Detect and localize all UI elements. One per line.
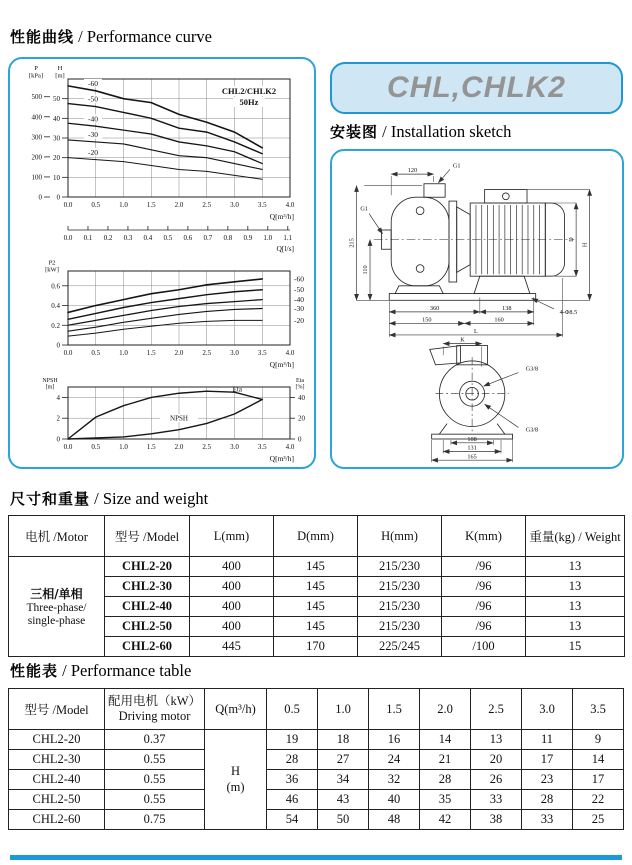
perf-cell-head: 22 [573, 790, 624, 810]
size-cell-W: 13 [526, 557, 625, 577]
perf-header-flow: 3.5 [573, 689, 624, 730]
svg-text:P: P [34, 65, 38, 72]
svg-text:[%]: [%] [295, 384, 305, 391]
svg-text:2.5: 2.5 [202, 443, 212, 451]
perf-cell-head: 43 [318, 790, 369, 810]
svg-text:2.0: 2.0 [174, 201, 184, 209]
svg-text:110: 110 [362, 265, 370, 275]
svg-text:0.2: 0.2 [103, 234, 113, 242]
perf-cell-model: CHL2-30 [9, 750, 105, 770]
perf-cell-head: 28 [420, 770, 471, 790]
perf-header-flow: 2.0 [420, 689, 471, 730]
perf-header-model: 型号 /Model [9, 689, 105, 730]
svg-text:10: 10 [53, 173, 60, 182]
size-header-cell: 电机 /Motor [9, 516, 105, 557]
perf-cell-head: 48 [369, 810, 420, 830]
heading-zh: 尺寸和重量 [10, 490, 91, 508]
size-cell-D: 145 [274, 577, 358, 597]
svg-text:200: 200 [31, 153, 42, 162]
svg-text:4.0: 4.0 [285, 201, 295, 209]
perf-cell-head: 21 [420, 750, 471, 770]
perf-cell-kw: 0.55 [105, 790, 205, 810]
perf-cell-head: 28 [267, 750, 318, 770]
svg-text:L: L [474, 328, 478, 336]
svg-text:1.5: 1.5 [146, 443, 156, 451]
svg-text:-40: -40 [294, 295, 304, 305]
svg-text:[m]: [m] [55, 72, 65, 80]
svg-text:40: 40 [298, 393, 305, 402]
perf-cell-head: 50 [318, 810, 369, 830]
pump-side-view [374, 184, 574, 301]
svg-text:0.3: 0.3 [123, 234, 133, 242]
size-header-cell: 重量(kg) / Weight [526, 516, 625, 557]
svg-text:0.2: 0.2 [51, 321, 60, 330]
size-cell-W: 13 [526, 597, 625, 617]
svg-text:138: 138 [502, 304, 512, 312]
heading-en: / Performance table [58, 661, 192, 680]
svg-text:360: 360 [429, 304, 440, 312]
size-cell-D: 145 [274, 557, 358, 577]
model-badge [330, 62, 623, 114]
size-cell-D: 145 [274, 617, 358, 637]
svg-text:NPSH: NPSH [42, 378, 58, 384]
svg-text:-60: -60 [294, 274, 304, 284]
performance-curve-panel [8, 57, 316, 469]
perf-row [9, 790, 624, 810]
svg-text:Q[m³/h]: Q[m³/h] [269, 360, 294, 369]
perf-cell-head: 25 [573, 810, 624, 830]
svg-text:-20: -20 [87, 147, 98, 157]
size-cell-L: 400 [190, 617, 274, 637]
perf-cell-head: 23 [522, 770, 573, 790]
svg-text:500: 500 [31, 93, 42, 102]
size-cell-W: 15 [526, 637, 625, 657]
size-header-cell: L(mm) [190, 516, 274, 557]
head-flow-chart [10, 63, 314, 259]
perf-cell-head: 28 [522, 790, 573, 810]
svg-text:3.0: 3.0 [230, 201, 239, 209]
heading-performance-curve [10, 26, 212, 47]
perf-cell-kw: 0.37 [105, 730, 205, 750]
svg-text:150: 150 [422, 316, 432, 324]
perf-cell-model: CHL2-20 [9, 730, 105, 750]
svg-text:4: 4 [56, 393, 60, 402]
svg-text:300: 300 [31, 133, 42, 142]
svg-text:-60: -60 [87, 78, 98, 88]
perf-header-flow: 0.5 [267, 689, 318, 730]
svg-text:CHL2/CHLK2: CHL2/CHLK2 [221, 86, 277, 96]
svg-text:NPSH: NPSH [170, 414, 188, 423]
svg-text:50Hz: 50Hz [239, 97, 259, 107]
perf-header-q: Q(m³/h) [205, 689, 267, 730]
svg-text:[m]: [m] [45, 384, 55, 391]
svg-text:1.1: 1.1 [283, 234, 293, 242]
svg-text:0.5: 0.5 [91, 443, 101, 451]
pump-front-view [430, 346, 513, 439]
perf-cell-head: 19 [267, 730, 318, 750]
svg-text:4.0: 4.0 [285, 443, 295, 451]
power-chart [10, 259, 314, 375]
perf-cell-head: 42 [420, 810, 471, 830]
size-cell-H: 215/230 [358, 617, 442, 637]
svg-text:0.0: 0.0 [63, 201, 73, 209]
svg-text:0: 0 [56, 341, 60, 350]
heading-en: / Performance curve [74, 27, 212, 46]
svg-text:G1: G1 [360, 205, 369, 213]
size-cell-K: /96 [442, 597, 526, 617]
perf-cell-model: CHL2-50 [9, 790, 105, 810]
motor-group-cell: 三相/单相 Three-phase/ single-phase [9, 557, 105, 657]
svg-text:1.5: 1.5 [146, 349, 156, 357]
svg-text:20: 20 [53, 154, 60, 163]
perf-header-flow: 3.0 [522, 689, 573, 730]
svg-text:0.0: 0.0 [63, 234, 73, 242]
footer-rule [10, 855, 622, 860]
svg-text:0.9: 0.9 [243, 234, 253, 242]
svg-text:Q[m³/h]: Q[m³/h] [269, 454, 294, 463]
perf-cell-kw: 0.55 [105, 750, 205, 770]
svg-text:40: 40 [53, 114, 60, 123]
svg-text:P2: P2 [48, 259, 56, 267]
svg-text:165: 165 [467, 453, 477, 461]
svg-text:4-Φ8.5: 4-Φ8.5 [559, 308, 578, 316]
perf-cell-head: 24 [369, 750, 420, 770]
svg-text:131: 131 [467, 444, 477, 452]
perf-cell-head: 54 [267, 810, 318, 830]
heading-en: / Installation sketch [378, 122, 512, 141]
perf-cell-head: 40 [369, 790, 420, 810]
perf-header-motor: 配用电机（kW） Driving motor [105, 689, 205, 730]
perf-cell-head: 18 [318, 730, 369, 750]
svg-text:0: 0 [56, 193, 60, 202]
svg-text:0.4: 0.4 [51, 302, 60, 311]
size-row [9, 557, 625, 577]
svg-text:0.5: 0.5 [163, 234, 173, 242]
perf-cell-head: 46 [267, 790, 318, 810]
installation-drawing [332, 151, 618, 465]
svg-text:0.1: 0.1 [83, 234, 93, 242]
svg-text:0.6: 0.6 [183, 234, 193, 242]
svg-text:1.0: 1.0 [263, 234, 273, 242]
svg-text:2.5: 2.5 [202, 349, 212, 357]
perf-cell-head: 27 [318, 750, 369, 770]
svg-text:400: 400 [31, 113, 42, 122]
svg-text:2: 2 [56, 414, 60, 423]
svg-text:Eta: Eta [296, 378, 304, 384]
svg-text:0: 0 [38, 193, 42, 202]
size-cell-model: CHL2-40 [105, 597, 190, 617]
svg-text:-20: -20 [294, 315, 304, 325]
size-cell-L: 445 [190, 637, 274, 657]
svg-text:100: 100 [31, 173, 42, 182]
perf-cell-head: 32 [369, 770, 420, 790]
svg-text:0.5: 0.5 [91, 349, 101, 357]
svg-text:20: 20 [298, 414, 305, 423]
size-cell-H: 215/230 [358, 557, 442, 577]
perf-cell-model: CHL2-60 [9, 810, 105, 830]
svg-text:108: 108 [467, 435, 477, 443]
size-cell-H: 225/245 [358, 637, 442, 657]
size-header-cell: H(mm) [358, 516, 442, 557]
svg-text:1.0: 1.0 [119, 349, 128, 357]
size-cell-D: 170 [274, 637, 358, 657]
size-cell-K: /96 [442, 577, 526, 597]
svg-text:G3/8: G3/8 [525, 365, 539, 373]
svg-text:-30: -30 [87, 130, 98, 140]
perf-cell-head: 17 [573, 770, 624, 790]
svg-text:Q[l/s]: Q[l/s] [276, 244, 294, 253]
perf-cell-head: 9 [573, 730, 624, 750]
size-cell-D: 145 [274, 597, 358, 617]
heading-zh: 性能曲线 [10, 28, 75, 46]
svg-text:-30: -30 [294, 303, 304, 313]
size-cell-L: 400 [190, 597, 274, 617]
svg-text:-40: -40 [87, 114, 98, 124]
heading-size-weight [10, 488, 208, 509]
svg-text:0.4: 0.4 [143, 234, 153, 242]
size-cell-H: 215/230 [358, 577, 442, 597]
svg-text:G3/8: G3/8 [525, 426, 539, 434]
svg-text:1.0: 1.0 [119, 201, 128, 209]
svg-text:30: 30 [53, 134, 60, 143]
size-cell-K: /100 [442, 637, 526, 657]
svg-text:0: 0 [56, 435, 60, 444]
size-cell-H: 215/230 [358, 597, 442, 617]
perf-cell-head: 33 [522, 810, 573, 830]
svg-text:215: 215 [348, 238, 356, 248]
dimension-annotations [349, 162, 590, 462]
svg-text:120: 120 [407, 167, 418, 175]
svg-text:H: H [581, 242, 589, 248]
svg-text:2.0: 2.0 [174, 349, 184, 357]
perf-row [9, 750, 624, 770]
size-cell-K: /96 [442, 617, 526, 637]
svg-text:G1: G1 [452, 162, 461, 170]
svg-text:D: D [568, 237, 576, 242]
svg-text:[kPa]: [kPa] [28, 72, 44, 80]
size-cell-model: CHL2-20 [105, 557, 190, 577]
heading-installation [330, 121, 511, 142]
svg-text:3.5: 3.5 [257, 349, 267, 357]
perf-cell-head: 36 [267, 770, 318, 790]
perf-cell-kw: 0.75 [105, 810, 205, 830]
perf-cell-head: 16 [369, 730, 420, 750]
size-header-cell: D(mm) [274, 516, 358, 557]
svg-text:1.5: 1.5 [146, 201, 156, 209]
size-cell-model: CHL2-30 [105, 577, 190, 597]
svg-text:H: H [57, 65, 63, 72]
svg-text:0.5: 0.5 [91, 201, 101, 209]
perf-cell-head: 38 [471, 810, 522, 830]
perf-header-flow: 1.5 [369, 689, 420, 730]
size-cell-L: 400 [190, 557, 274, 577]
svg-text:0: 0 [298, 435, 302, 444]
size-weight-table [8, 515, 625, 657]
svg-text:0.6: 0.6 [51, 282, 60, 291]
performance-table [8, 688, 624, 830]
perf-cell-head: 14 [573, 750, 624, 770]
svg-text:-50: -50 [87, 94, 98, 104]
perf-header-row [9, 689, 624, 730]
svg-text:2.0: 2.0 [174, 443, 184, 451]
size-header-cell: 型号 /Model [105, 516, 190, 557]
perf-cell-head: 17 [522, 750, 573, 770]
perf-cell-head: 34 [318, 770, 369, 790]
svg-text:0.0: 0.0 [63, 443, 73, 451]
svg-text:3.5: 3.5 [257, 201, 267, 209]
size-cell-model: CHL2-60 [105, 637, 190, 657]
svg-text:3.0: 3.0 [230, 349, 239, 357]
head-unit-cell: H (m) [205, 730, 267, 830]
svg-text:Q[m³/h]: Q[m³/h] [269, 212, 294, 221]
svg-text:Eta: Eta [232, 385, 242, 394]
svg-text:-50: -50 [294, 285, 304, 295]
size-cell-W: 13 [526, 577, 625, 597]
size-header-row [9, 516, 625, 557]
svg-text:1.0: 1.0 [119, 443, 128, 451]
size-cell-W: 13 [526, 617, 625, 637]
size-cell-K: /96 [442, 557, 526, 577]
size-cell-L: 400 [190, 577, 274, 597]
perf-cell-head: 11 [522, 730, 573, 750]
perf-row [9, 810, 624, 830]
svg-text:K: K [460, 336, 465, 344]
svg-text:0.7: 0.7 [203, 234, 213, 242]
perf-cell-head: 26 [471, 770, 522, 790]
svg-text:3.0: 3.0 [230, 443, 239, 451]
perf-row [9, 770, 624, 790]
perf-row [9, 730, 624, 750]
perf-cell-head: 20 [471, 750, 522, 770]
heading-zh: 性能表 [10, 662, 59, 680]
perf-cell-kw: 0.55 [105, 770, 205, 790]
heading-zh: 安装图 [330, 123, 379, 141]
svg-text:0.0: 0.0 [63, 349, 73, 357]
perf-cell-head: 13 [471, 730, 522, 750]
svg-text:50: 50 [53, 95, 60, 104]
perf-header-flow: 1.0 [318, 689, 369, 730]
svg-text:4.0: 4.0 [285, 349, 295, 357]
heading-en: / Size and weight [90, 489, 209, 508]
npsh-eta-chart [10, 377, 314, 467]
heading-performance-table [10, 660, 191, 681]
svg-text:2.5: 2.5 [202, 201, 212, 209]
svg-text:3.5: 3.5 [257, 443, 267, 451]
perf-cell-head: 33 [471, 790, 522, 810]
size-cell-model: CHL2-50 [105, 617, 190, 637]
perf-cell-model: CHL2-40 [9, 770, 105, 790]
perf-cell-head: 35 [420, 790, 471, 810]
svg-text:0.8: 0.8 [223, 234, 233, 242]
svg-text:[kW]: [kW] [45, 266, 59, 274]
installation-panel [330, 149, 624, 469]
perf-header-flow: 2.5 [471, 689, 522, 730]
svg-text:160: 160 [494, 316, 504, 324]
model-badge-text: CHL,CHLK2 [387, 71, 566, 104]
size-header-cell: K(mm) [442, 516, 526, 557]
perf-cell-head: 14 [420, 730, 471, 750]
